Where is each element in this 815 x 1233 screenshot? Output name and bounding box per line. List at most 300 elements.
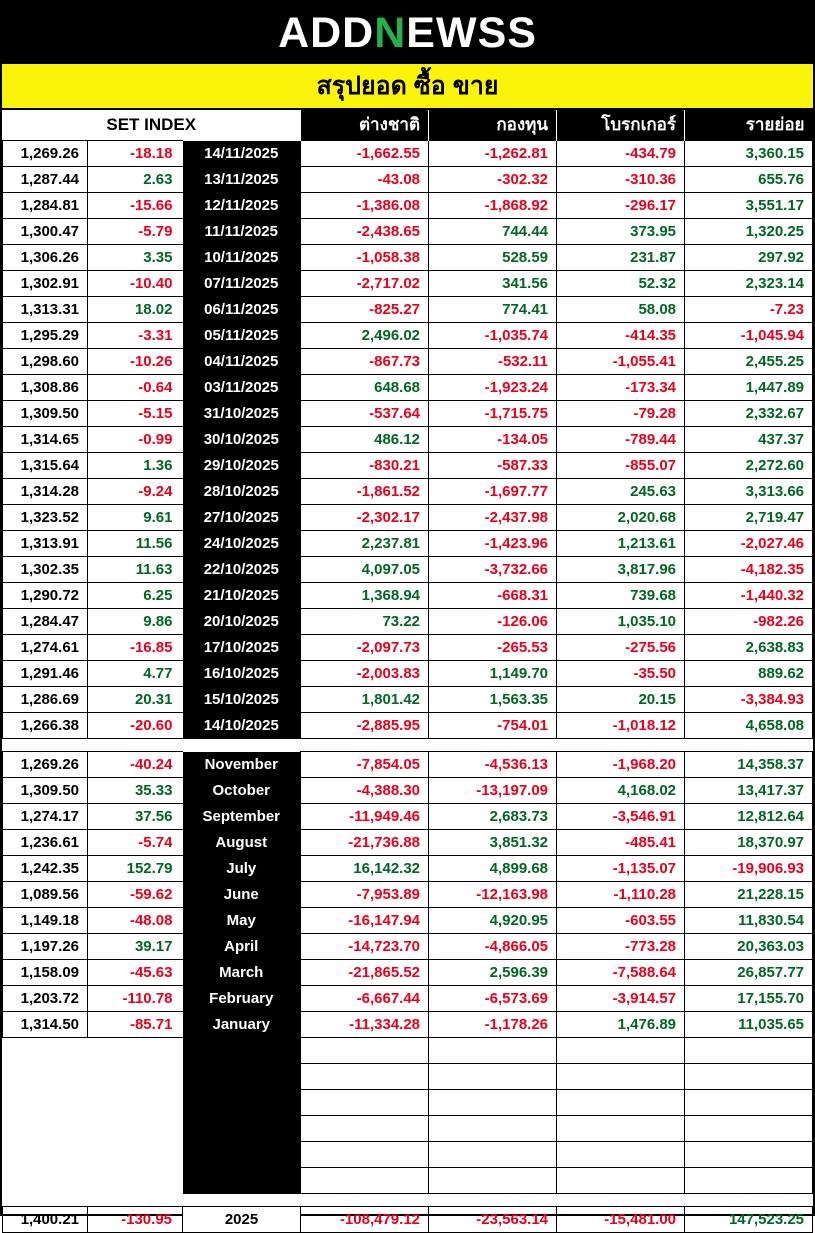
- cell-broker: -35.50: [557, 661, 685, 687]
- cell-broker: 231.87: [557, 245, 685, 271]
- table-row: [3, 908, 813, 934]
- cell-broker: 373.95: [557, 219, 685, 245]
- cell-month: October: [183, 778, 301, 804]
- cell-fund: 528.59: [429, 245, 557, 271]
- total-year-label: 2025: [183, 1207, 301, 1233]
- cell-broker: -1,135.07: [557, 856, 685, 882]
- empty-value-cell: [429, 1142, 557, 1168]
- table-row: [3, 778, 813, 804]
- cell-broker: 20.15: [557, 687, 685, 713]
- cell-retail: -3,384.93: [685, 687, 813, 713]
- cell-retail: 2,719.47: [685, 505, 813, 531]
- cell-date: 29/10/2025: [183, 453, 301, 479]
- cell-set-index: 1,236.61: [3, 830, 88, 856]
- total-row: [3, 1207, 813, 1233]
- cell-broker: 245.63: [557, 479, 685, 505]
- empty-value-cell: [429, 1090, 557, 1116]
- header-fund: กองทุน: [429, 110, 557, 141]
- cell-date: 12/11/2025: [183, 193, 301, 219]
- cell-foreign: -867.73: [301, 349, 429, 375]
- cell-foreign: -11,949.46: [301, 804, 429, 830]
- cell-foreign: 16,142.32: [301, 856, 429, 882]
- cell-set-change: -0.99: [88, 427, 183, 453]
- spacer-cell-2: [3, 1194, 813, 1207]
- header-set-index: SET INDEX: [3, 110, 301, 141]
- cell-retail: -2,027.46: [685, 531, 813, 557]
- cell-retail: 11,830.54: [685, 908, 813, 934]
- cell-fund: -265.53: [429, 635, 557, 661]
- table-row: [3, 271, 813, 297]
- spacer-body: [3, 739, 813, 752]
- cell-date: 16/10/2025: [183, 661, 301, 687]
- empty-row: [3, 1168, 813, 1194]
- empty-pad: [88, 1064, 183, 1090]
- blank-rows-body: [3, 1038, 813, 1194]
- empty-pad: [88, 1142, 183, 1168]
- cell-set-change: -15.66: [88, 193, 183, 219]
- cell-set-change: -5.15: [88, 401, 183, 427]
- cell-fund: -1,868.92: [429, 193, 557, 219]
- cell-date: 03/11/2025: [183, 375, 301, 401]
- empty-value-cell: [557, 1116, 685, 1142]
- cell-retail: 12,812.64: [685, 804, 813, 830]
- cell-fund: 1,149.70: [429, 661, 557, 687]
- cell-month: January: [183, 1012, 301, 1038]
- cell-set-index: 1,269.26: [3, 752, 88, 778]
- cell-broker: -485.41: [557, 830, 685, 856]
- empty-value-cell: [685, 1116, 813, 1142]
- cell-set-index: 1,158.09: [3, 960, 88, 986]
- empty-value-cell: [301, 1168, 429, 1194]
- table-row: [3, 505, 813, 531]
- cell-set-index: 1,313.91: [3, 531, 88, 557]
- cell-foreign: -21,736.88: [301, 830, 429, 856]
- cell-fund: -532.11: [429, 349, 557, 375]
- cell-set-index: 1,314.28: [3, 479, 88, 505]
- table-row: [3, 804, 813, 830]
- empty-pad: [3, 1168, 88, 1194]
- cell-foreign: 486.12: [301, 427, 429, 453]
- cell-set-change: -10.40: [88, 271, 183, 297]
- cell-set-index: 1,242.35: [3, 856, 88, 882]
- title-bar: [2, 64, 813, 110]
- cell-foreign: -4,388.30: [301, 778, 429, 804]
- cell-retail: 2,272.60: [685, 453, 813, 479]
- cell-broker: -3,546.91: [557, 804, 685, 830]
- table-row: [3, 453, 813, 479]
- table-row: [3, 960, 813, 986]
- total-retail: 147,523.25: [685, 1207, 813, 1233]
- cell-fund: -12,163.98: [429, 882, 557, 908]
- cell-set-index: 1,291.46: [3, 661, 88, 687]
- cell-date: 27/10/2025: [183, 505, 301, 531]
- cell-set-change: -9.24: [88, 479, 183, 505]
- empty-value-cell: [557, 1168, 685, 1194]
- empty-value-cell: [301, 1090, 429, 1116]
- cell-fund: -2,437.98: [429, 505, 557, 531]
- cell-set-change: 152.79: [88, 856, 183, 882]
- cell-fund: 3,851.32: [429, 830, 557, 856]
- cell-date: 30/10/2025: [183, 427, 301, 453]
- table-row: [3, 323, 813, 349]
- cell-month: September: [183, 804, 301, 830]
- empty-date-cell: [183, 1038, 301, 1064]
- cell-set-index: 1,290.72: [3, 583, 88, 609]
- cell-fund: -6,573.69: [429, 986, 557, 1012]
- cell-month: June: [183, 882, 301, 908]
- cell-set-index: 1,203.72: [3, 986, 88, 1012]
- table-row: [3, 167, 813, 193]
- cell-set-change: 11.63: [88, 557, 183, 583]
- empty-row: [3, 1038, 813, 1064]
- cell-foreign: -16,147.94: [301, 908, 429, 934]
- table-row: [3, 1012, 813, 1038]
- header-retail: รายย่อย: [685, 110, 813, 141]
- cell-broker: -434.79: [557, 141, 685, 167]
- table-row: [3, 427, 813, 453]
- cell-set-change: -45.63: [88, 960, 183, 986]
- monthly-rows-body: [3, 752, 813, 1038]
- cell-set-change: 4.77: [88, 661, 183, 687]
- cell-date: 20/10/2025: [183, 609, 301, 635]
- cell-broker: -855.07: [557, 453, 685, 479]
- table-row: [3, 752, 813, 778]
- brand-text-1: ADD: [278, 8, 375, 57]
- empty-pad: [3, 1090, 88, 1116]
- cell-broker: -1,018.12: [557, 713, 685, 739]
- summary-table: [2, 110, 813, 1233]
- cell-set-change: 20.31: [88, 687, 183, 713]
- total-broker: -15,481.00: [557, 1207, 685, 1233]
- cell-retail: 2,638.83: [685, 635, 813, 661]
- table-row: [3, 687, 813, 713]
- cell-foreign: 1,801.42: [301, 687, 429, 713]
- cell-fund: 2,683.73: [429, 804, 557, 830]
- cell-date: 04/11/2025: [183, 349, 301, 375]
- table-row: [3, 245, 813, 271]
- cell-foreign: -1,386.08: [301, 193, 429, 219]
- empty-value-cell: [429, 1168, 557, 1194]
- cell-set-change: -48.08: [88, 908, 183, 934]
- cell-broker: 3,817.96: [557, 557, 685, 583]
- cell-retail: 20,363.03: [685, 934, 813, 960]
- cell-broker: -414.35: [557, 323, 685, 349]
- empty-value-cell: [429, 1038, 557, 1064]
- cell-broker: -789.44: [557, 427, 685, 453]
- cell-foreign: 648.68: [301, 375, 429, 401]
- cell-date: 22/10/2025: [183, 557, 301, 583]
- cell-fund: 774.41: [429, 297, 557, 323]
- cell-set-index: 1,302.91: [3, 271, 88, 297]
- cell-fund: -4,536.13: [429, 752, 557, 778]
- cell-foreign: -1,861.52: [301, 479, 429, 505]
- empty-value-cell: [685, 1064, 813, 1090]
- cell-set-index: 1,302.35: [3, 557, 88, 583]
- cell-broker: -1,968.20: [557, 752, 685, 778]
- cell-fund: -587.33: [429, 453, 557, 479]
- cell-set-change: -85.71: [88, 1012, 183, 1038]
- cell-foreign: -830.21: [301, 453, 429, 479]
- cell-set-change: -59.62: [88, 882, 183, 908]
- header-broker: โบรกเกอร์: [557, 110, 685, 141]
- table-row: [3, 141, 813, 167]
- header-row: [3, 110, 813, 141]
- cell-set-index: 1,284.81: [3, 193, 88, 219]
- cell-month: November: [183, 752, 301, 778]
- empty-pad: [88, 1168, 183, 1194]
- table-row: [3, 856, 813, 882]
- empty-date-cell: [183, 1142, 301, 1168]
- cell-retail: 2,332.67: [685, 401, 813, 427]
- brand-header: [2, 2, 813, 64]
- table-row: [3, 713, 813, 739]
- cell-broker: 739.68: [557, 583, 685, 609]
- cell-foreign: -2,438.65: [301, 219, 429, 245]
- empty-date-cell: [183, 1064, 301, 1090]
- cell-fund: -302.32: [429, 167, 557, 193]
- cell-fund: -3,732.66: [429, 557, 557, 583]
- cell-foreign: -21,865.52: [301, 960, 429, 986]
- cell-fund: 341.56: [429, 271, 557, 297]
- empty-value-cell: [685, 1142, 813, 1168]
- cell-foreign: -2,717.02: [301, 271, 429, 297]
- cell-foreign: -2,003.83: [301, 661, 429, 687]
- cell-broker: -3,914.57: [557, 986, 685, 1012]
- empty-pad: [88, 1038, 183, 1064]
- cell-foreign: -43.08: [301, 167, 429, 193]
- cell-retail: 437.37: [685, 427, 813, 453]
- table-row: [3, 349, 813, 375]
- cell-fund: -1,035.74: [429, 323, 557, 349]
- cell-retail: 11,035.65: [685, 1012, 813, 1038]
- cell-foreign: -2,885.95: [301, 713, 429, 739]
- cell-broker: -79.28: [557, 401, 685, 427]
- cell-fund: -134.05: [429, 427, 557, 453]
- empty-value-cell: [685, 1168, 813, 1194]
- cell-set-index: 1,274.61: [3, 635, 88, 661]
- table-row: [3, 193, 813, 219]
- cell-set-index: 1,287.44: [3, 167, 88, 193]
- total-fund: -23,563.14: [429, 1207, 557, 1233]
- cell-set-index: 1,314.65: [3, 427, 88, 453]
- cell-foreign: -2,302.17: [301, 505, 429, 531]
- cell-set-change: 9.86: [88, 609, 183, 635]
- cell-fund: 744.44: [429, 219, 557, 245]
- empty-date-cell: [183, 1168, 301, 1194]
- cell-set-index: 1,197.26: [3, 934, 88, 960]
- cell-set-change: -5.74: [88, 830, 183, 856]
- table-row: [3, 401, 813, 427]
- cell-fund: -1,262.81: [429, 141, 557, 167]
- empty-value-cell: [557, 1064, 685, 1090]
- total-row-body: [3, 1207, 813, 1233]
- table-row: [3, 219, 813, 245]
- cell-set-change: 2.63: [88, 167, 183, 193]
- empty-pad: [3, 1064, 88, 1090]
- cell-broker: -1,055.41: [557, 349, 685, 375]
- cell-foreign: -6,667.44: [301, 986, 429, 1012]
- cell-retail: -19,906.93: [685, 856, 813, 882]
- cell-fund: -1,923.24: [429, 375, 557, 401]
- empty-value-cell: [685, 1038, 813, 1064]
- table-row: [3, 661, 813, 687]
- cell-set-index: 1,309.50: [3, 778, 88, 804]
- cell-date: 11/11/2025: [183, 219, 301, 245]
- cell-date: 28/10/2025: [183, 479, 301, 505]
- cell-date: 21/10/2025: [183, 583, 301, 609]
- cell-foreign: -1,662.55: [301, 141, 429, 167]
- cell-fund: 4,899.68: [429, 856, 557, 882]
- cell-broker: -603.55: [557, 908, 685, 934]
- cell-set-index: 1,300.47: [3, 219, 88, 245]
- cell-retail: 14,358.37: [685, 752, 813, 778]
- cell-set-change: 35.33: [88, 778, 183, 804]
- cell-broker: 58.08: [557, 297, 685, 323]
- empty-value-cell: [429, 1064, 557, 1090]
- cell-fund: -1,178.26: [429, 1012, 557, 1038]
- empty-pad: [88, 1116, 183, 1142]
- empty-row: [3, 1090, 813, 1116]
- cell-fund: -1,697.77: [429, 479, 557, 505]
- cell-broker: 52.32: [557, 271, 685, 297]
- empty-row: [3, 1142, 813, 1168]
- empty-value-cell: [301, 1064, 429, 1090]
- spacer-body-2: [3, 1194, 813, 1207]
- cell-retail: -982.26: [685, 609, 813, 635]
- cell-set-change: 3.35: [88, 245, 183, 271]
- cell-foreign: 2,496.02: [301, 323, 429, 349]
- cell-broker: -173.34: [557, 375, 685, 401]
- cell-date: 06/11/2025: [183, 297, 301, 323]
- cell-set-index: 1,284.47: [3, 609, 88, 635]
- cell-set-change: -0.64: [88, 375, 183, 401]
- cell-set-change: 6.25: [88, 583, 183, 609]
- cell-fund: -1,423.96: [429, 531, 557, 557]
- cell-set-change: 9.61: [88, 505, 183, 531]
- cell-broker: -7,588.64: [557, 960, 685, 986]
- cell-retail: 889.62: [685, 661, 813, 687]
- cell-set-index: 1,298.60: [3, 349, 88, 375]
- cell-retail: 2,455.25: [685, 349, 813, 375]
- empty-value-cell: [685, 1090, 813, 1116]
- cell-foreign: -1,058.38: [301, 245, 429, 271]
- cell-retail: 18,370.97: [685, 830, 813, 856]
- cell-set-index: 1,269.26: [3, 141, 88, 167]
- cell-broker: -310.36: [557, 167, 685, 193]
- cell-retail: 3,313.66: [685, 479, 813, 505]
- cell-retail: 3,360.15: [685, 141, 813, 167]
- cell-set-index: 1,149.18: [3, 908, 88, 934]
- cell-retail: 655.76: [685, 167, 813, 193]
- total-set-change: -130.95: [88, 1207, 183, 1233]
- cell-set-change: -40.24: [88, 752, 183, 778]
- cell-fund: -1,715.75: [429, 401, 557, 427]
- cell-date: 24/10/2025: [183, 531, 301, 557]
- cell-retail: -4,182.35: [685, 557, 813, 583]
- cell-broker: -296.17: [557, 193, 685, 219]
- cell-set-index: 1,295.29: [3, 323, 88, 349]
- cell-month: July: [183, 856, 301, 882]
- cell-set-change: 37.56: [88, 804, 183, 830]
- empty-date-cell: [183, 1090, 301, 1116]
- cell-fund: -126.06: [429, 609, 557, 635]
- cell-set-change: -5.79: [88, 219, 183, 245]
- empty-value-cell: [557, 1142, 685, 1168]
- table-header: [3, 110, 813, 141]
- table-row: [3, 479, 813, 505]
- cell-foreign: 4,097.05: [301, 557, 429, 583]
- cell-broker: 2,020.68: [557, 505, 685, 531]
- table-row: [3, 557, 813, 583]
- cell-date: 10/11/2025: [183, 245, 301, 271]
- empty-value-cell: [429, 1116, 557, 1142]
- cell-set-change: -16.85: [88, 635, 183, 661]
- table-row: [3, 635, 813, 661]
- cell-retail: -7.23: [685, 297, 813, 323]
- cell-month: February: [183, 986, 301, 1012]
- cell-fund: 2,596.39: [429, 960, 557, 986]
- empty-value-cell: [557, 1090, 685, 1116]
- cell-set-change: -18.18: [88, 141, 183, 167]
- cell-broker: 4,168.02: [557, 778, 685, 804]
- cell-retail: 297.92: [685, 245, 813, 271]
- empty-value-cell: [557, 1038, 685, 1064]
- cell-set-index: 1,313.31: [3, 297, 88, 323]
- cell-fund: -4,866.05: [429, 934, 557, 960]
- cell-retail: 2,323.14: [685, 271, 813, 297]
- cell-set-change: 1.36: [88, 453, 183, 479]
- cell-set-index: 1,314.50: [3, 1012, 88, 1038]
- empty-value-cell: [301, 1038, 429, 1064]
- empty-pad: [3, 1142, 88, 1168]
- empty-value-cell: [301, 1142, 429, 1168]
- cell-date: 13/11/2025: [183, 167, 301, 193]
- cell-broker: 1,035.10: [557, 609, 685, 635]
- cell-broker: -1,110.28: [557, 882, 685, 908]
- brand-text-2: EWSS: [406, 8, 537, 57]
- cell-foreign: -7,854.05: [301, 752, 429, 778]
- cell-set-change: -110.78: [88, 986, 183, 1012]
- empty-value-cell: [301, 1116, 429, 1142]
- cell-set-index: 1,286.69: [3, 687, 88, 713]
- spacer-row-2: [3, 1194, 813, 1207]
- empty-row: [3, 1064, 813, 1090]
- cell-retail: 26,857.77: [685, 960, 813, 986]
- cell-set-index: 1,315.64: [3, 453, 88, 479]
- cell-foreign: 73.22: [301, 609, 429, 635]
- cell-broker: -773.28: [557, 934, 685, 960]
- cell-fund: -754.01: [429, 713, 557, 739]
- cell-date: 07/11/2025: [183, 271, 301, 297]
- cell-month: August: [183, 830, 301, 856]
- cell-set-index: 1,274.17: [3, 804, 88, 830]
- spacer-row: [3, 739, 813, 752]
- empty-pad: [88, 1090, 183, 1116]
- cell-broker: -275.56: [557, 635, 685, 661]
- header-foreign: ต่างชาติ: [301, 110, 429, 141]
- total-foreign: -108,479.12: [301, 1207, 429, 1233]
- table-row: [3, 609, 813, 635]
- cell-set-index: 1,306.26: [3, 245, 88, 271]
- cell-broker: 1,213.61: [557, 531, 685, 557]
- cell-foreign: -7,953.89: [301, 882, 429, 908]
- cell-date: 17/10/2025: [183, 635, 301, 661]
- cell-date: 14/11/2025: [183, 141, 301, 167]
- cell-set-change: -20.60: [88, 713, 183, 739]
- cell-foreign: -537.64: [301, 401, 429, 427]
- spacer-cell: [3, 739, 813, 752]
- total-set-index: 1,400.21: [3, 1207, 88, 1233]
